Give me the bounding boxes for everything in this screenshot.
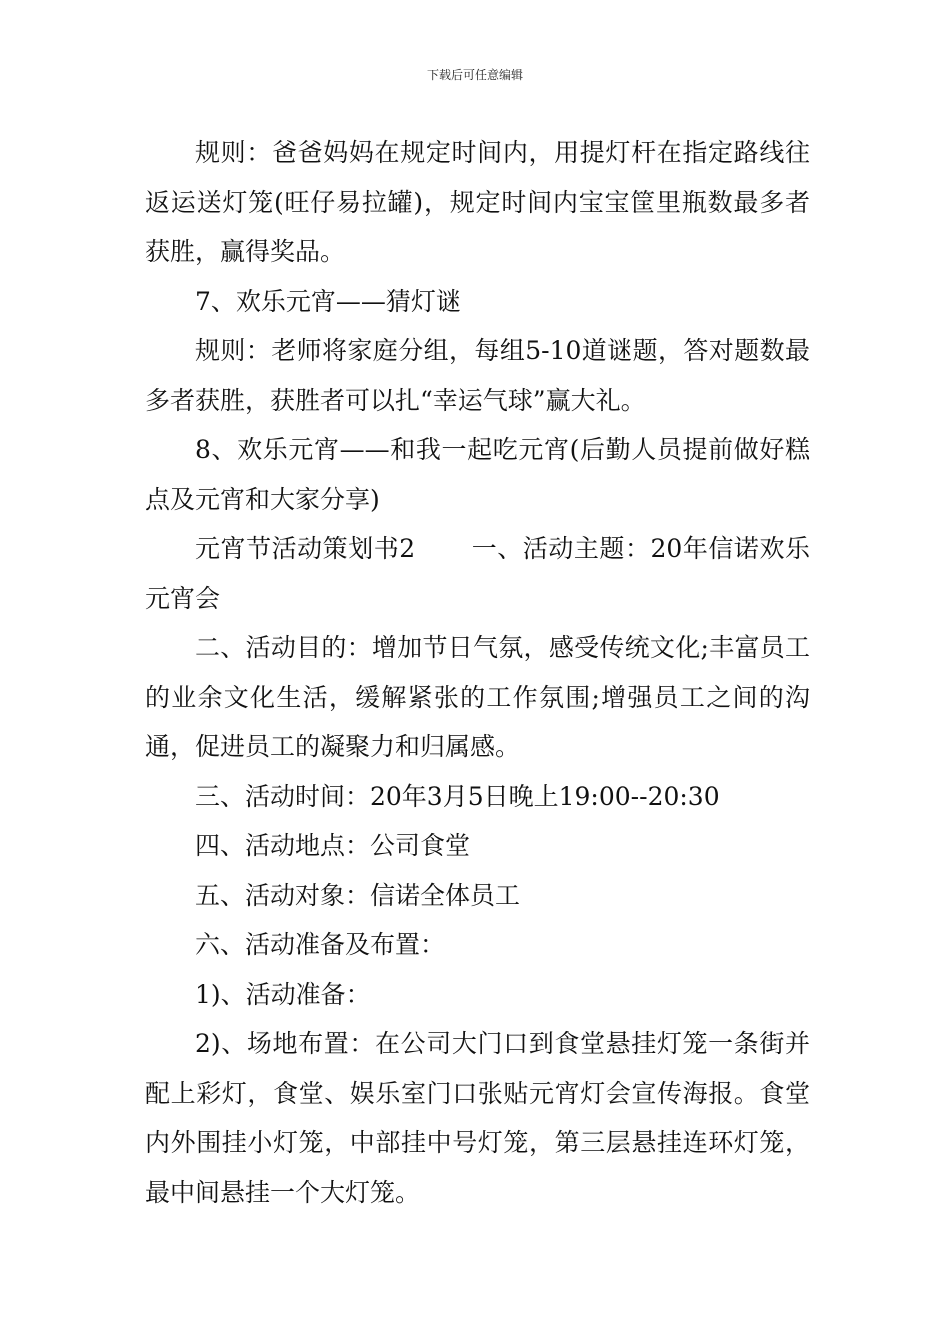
- paragraph-item-8-heading: 8、欢乐元宵——和我一起吃元宵(后勤人员提前做好糕点及元宵和大家分享): [145, 435, 810, 514]
- paragraph-activity-time: 三、活动时间：20年3月5日晚上19:00--20:30: [195, 781, 720, 811]
- plan-title: 元宵节活动策划书2: [195, 534, 416, 563]
- paragraph-rule-lantern-relay: 规则：爸爸妈妈在规定时间内，用提灯杆在指定路线往返运送灯笼(旺仔易拉罐)，规定时间内宝宝筐里瓶数最多者获胜，赢得奖品。: [145, 138, 810, 266]
- paragraph-item-7-heading: 7、欢乐元宵——猜灯谜: [195, 286, 461, 316]
- paragraph-activity-audience: 五、活动对象：信诺全体员工: [195, 880, 521, 910]
- paragraph-plan-title: [145, 524, 810, 623]
- paragraph-activity-purpose: 二、活动目的：增加节日气氛，感受传统文化;丰富员工的业余文化生活，缓解紧张的工作氛围;增强员工之间的沟通，促进员工的凝聚力和归属感。: [145, 633, 810, 761]
- document-body: [145, 128, 810, 1217]
- paragraph-preparation-item-1: 1)、活动准备：: [195, 979, 371, 1009]
- page-header: 下载后可任意编辑: [426, 68, 523, 82]
- paragraph-activity-location: 四、活动地点：公司食堂: [195, 831, 471, 860]
- paragraph-venue-layout: 2)、场地布置：在公司大门口到食堂悬挂灯笼一条街并配上彩灯，食堂、娱乐室门口张贴元宵灯会宣传海报。食堂内外围挂小灯笼，中部挂中号灯笼，第三层悬挂连环灯笼，最中间悬挂一个大灯笼。: [145, 1029, 810, 1207]
- paragraph-rule-riddles: 规则：老师将家庭分组，每组5-10道谜题，答对题数最多者获胜，获胜者可以扎“幸运气球”赢大礼。: [145, 336, 810, 415]
- activity-theme: 一、活动主题：20年信诺欢乐元宵会: [145, 534, 810, 613]
- paragraph-preparation-heading: 六、活动准备及布置：: [195, 930, 446, 959]
